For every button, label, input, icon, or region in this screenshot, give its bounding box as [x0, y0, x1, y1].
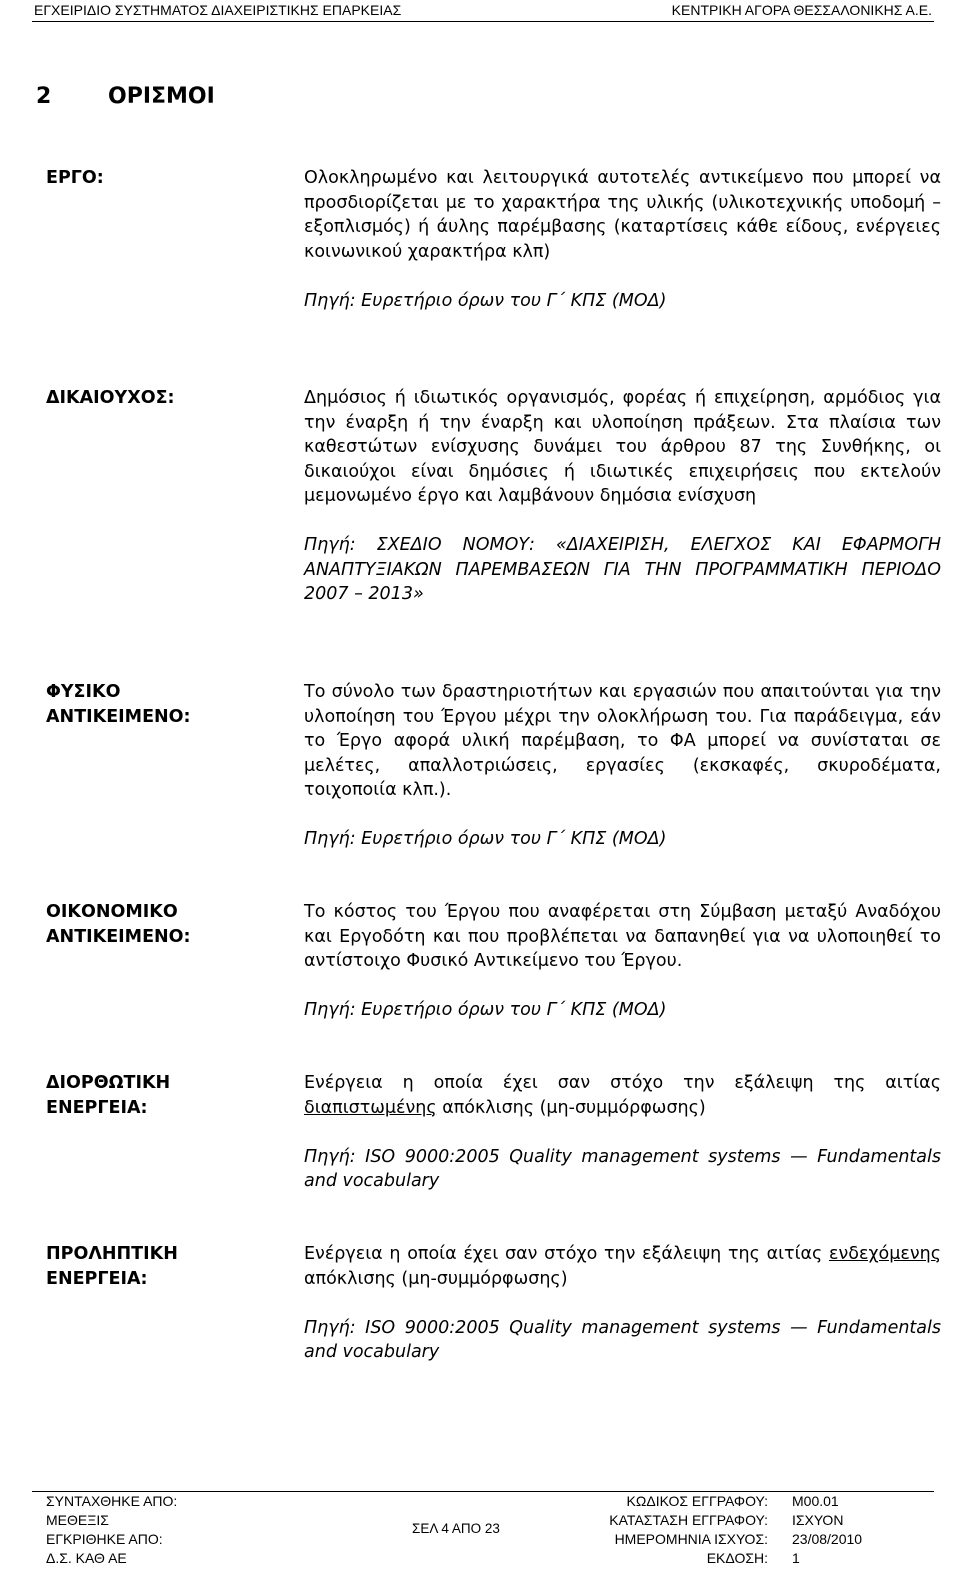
underlined-word: διαπιστωμένης — [304, 1097, 437, 1118]
definition-text: Το κόστος του Έργου που αναφέρεται στη Σύμβαση μεταξύ Αναδόχου και Εργοδότη και που προβλέπεται να δαπανηθεί για να υλοποιηθεί το αντίστοιχο Φυσικό Αντικείμενο του Έργου. — [304, 902, 941, 971]
page-footer — [0, 1491, 960, 1577]
valid-date: 23/08/2010 — [792, 1531, 863, 1547]
term-diorthotiki-energeia — [46, 1071, 286, 1120]
definition-dikaiouxos — [304, 386, 941, 607]
definition-text — [304, 1242, 941, 1291]
text-after: απόκλισης (μη-συμμόρφωσης) — [436, 1097, 706, 1118]
valid-date-label: ΗΜΕΡΟΜΗΝΙΑ ΙΣΧΥΟΣ: — [614, 1531, 768, 1547]
text-after: απόκλισης (μη-συμμόρφωσης) — [304, 1268, 568, 1289]
definition-text — [304, 1071, 941, 1120]
section-number: 2 — [36, 84, 52, 109]
definition-source: Πηγή: ISO 9000:2005 Quality management systems — Fundamentals and vocabulary — [304, 1317, 941, 1362]
compiled-by: ΜΕΘΕΞΙΣ — [46, 1512, 109, 1528]
section-title — [36, 84, 215, 109]
definition-source: Πηγή: ISO 9000:2005 Quality management systems — Fundamentals and vocabulary — [304, 1146, 941, 1191]
footer-authorship — [46, 1492, 177, 1568]
term-label-line1: ΠΡΟΛΗΠΤΙΚΗ — [46, 1244, 178, 1264]
definition-text: Δημόσιος ή ιδιωτικός οργανισμός, φορέας ή επιχείρηση, αρμόδιος για την έναρξη ή την έναρξη και υλοποίηση πράξεων. Στα πλαίσια των καθεστώτων ενίσχυσης δυνάμει του άρθρου 87 της Συνθήκης, οι δικαιούχοι είναι δημόσιες ή ιδιωτικές επιχειρήσεις που εκτελούν μεμονωμένο έργο και λαμβάνουν δημόσια ενίσχυση — [304, 388, 941, 506]
approved-by: Δ.Σ. ΚΑΘ ΑΕ — [46, 1550, 127, 1566]
term-label-line1: ΦΥΣΙΚΟ — [46, 682, 121, 702]
term-label-line2: ΑΝΤΙΚΕΙΜΕΝΟ: — [46, 926, 191, 947]
definition-source: Πηγή: Ευρετήριο όρων του Γ΄ ΚΠΣ (ΜΟΔ) — [304, 290, 667, 311]
definition-text: Το σύνολο των δραστηριοτήτων και εργασιών που απαιτούνται για την υλοποίηση του Έργου μέχρι την ολοκλήρωση του. Για παράδειγμα, εάν το Έργο αφορά υλική παρέμβαση, το ΦΑ μπορεί να συνίσταται σε μελέτες, απαλλοτριώσεις, εργασίες (εκσκαφές, σκυροδέματα, τοιχοποιία κλπ.). — [304, 682, 941, 800]
term-label-line2: ΑΝΤΙΚΕΙΜΕΝΟ: — [46, 706, 191, 727]
term-ergo — [46, 166, 286, 191]
definition-source: Πηγή: Ευρετήριο όρων του Γ΄ ΚΠΣ (ΜΟΔ) — [304, 1000, 667, 1020]
term-label: ΔΙΚΑΙΟΥΧΟΣ: — [46, 388, 175, 408]
definition-proliptiki-energeia — [304, 1242, 941, 1365]
doc-status: ΙΣΧΥΟΝ — [792, 1512, 844, 1528]
term-label-line2: ΕΝΕΡΓΕΙΑ: — [46, 1268, 148, 1289]
definition-fysiko-antikeimeno — [304, 680, 941, 852]
text-before: Ενέργεια η οποία έχει σαν στόχο την εξάλειψη της αιτίας — [304, 1073, 941, 1093]
text-before: Ενέργεια η οποία έχει σαν στόχο την εξάλειψη της αιτίας — [304, 1244, 830, 1264]
doc-status-label: ΚΑΤΑΣΤΑΣΗ ΕΓΓΡΑΦΟΥ: — [609, 1512, 768, 1528]
approved-by-label: ΕΓΚΡΙΘΗΚΕ ΑΠΟ: — [46, 1531, 163, 1547]
term-proliptiki-energeia — [46, 1242, 286, 1291]
compiled-by-label: ΣΥΝΤΑΧΘΗΚΕ ΑΠΟ: — [46, 1493, 178, 1509]
term-label: ΕΡΓΟ: — [46, 168, 104, 188]
header-divider — [32, 21, 934, 22]
header-manual-title: ΕΓΧΕΙΡΙΔΙΟ ΣΥΣΤΗΜΑΤΟΣ ΔΙΑΧΕΙΡΙΣΤΙΚΗΣ ΕΠΑΡΚΕΙΑΣ — [34, 2, 402, 18]
term-fysiko-antikeimeno — [46, 680, 286, 729]
definition-source: Πηγή: Ευρετήριο όρων του Γ΄ ΚΠΣ (ΜΟΔ) — [304, 829, 667, 849]
definition-source: Πηγή: ΣΧΕΔΙΟ ΝΟΜΟΥ: «ΔΙΑΧΕΙΡΙΣΗ, ΕΛΕΓΧΟΣ ΚΑΙ ΕΦΑΡΜΟΓΗ ΑΝΑΠΤΥΞΙΑΚΩΝ ΠΑΡΕΜΒΑΣΕΩΝ ΓΙΑ ΤΗΝ ΠΡΟΓΡΑΜΜΑΤΙΚΗ ΠΕΡΙΟΔΟ 2007 – 2013» — [304, 535, 941, 604]
definition-ergo — [304, 166, 941, 313]
footer-doc-labels — [560, 1492, 768, 1568]
doc-code: Μ00.01 — [792, 1493, 839, 1509]
term-dikaiouxos — [46, 386, 286, 411]
underlined-word: ενδεχόμενης — [829, 1244, 941, 1264]
definition-diorthotiki-energeia — [304, 1071, 941, 1194]
term-label-line2: ΕΝΕΡΓΕΙΑ: — [46, 1097, 148, 1118]
definition-oikonomiko-antikeimeno — [304, 900, 941, 1023]
footer-doc-values — [792, 1492, 862, 1568]
header-company-name: ΚΕΝΤΡΙΚΗ ΑΓΟΡΑ ΘΕΣΣΑΛΟΝΙΚΗΣ Α.Ε. — [671, 2, 932, 18]
page-header — [0, 0, 960, 22]
edition: 1 — [792, 1550, 800, 1566]
page-number: ΣΕΛ 4 ΑΠΟ 23 — [412, 1521, 500, 1536]
doc-code-label: ΚΩΔΙΚΟΣ ΕΓΓΡΑΦΟΥ: — [626, 1493, 768, 1509]
edition-label: ΕΚΔΟΣΗ: — [706, 1550, 768, 1566]
term-label-line1: ΟΙΚΟΝΟΜΙΚΟ — [46, 902, 178, 922]
section-heading: ΟΡΙΣΜΟΙ — [108, 84, 215, 109]
term-oikonomiko-antikeimeno — [46, 900, 286, 949]
definition-text: Ολοκληρωμένο και λειτουργικά αυτοτελές αντικείμενο που μπορεί να προσδιορίζεται με το χαρακτήρα της υλικής (υλικοτεχνικής υποδομή – εξοπλισμός) ή άυλης παρέμβασης (καταρτίσεις κάθε είδους, ενέργειες κοινωνικού χαρακτήρα κλπ) — [304, 168, 941, 262]
term-label-line1: ΔΙΟΡΘΩΤΙΚΗ — [46, 1073, 171, 1093]
